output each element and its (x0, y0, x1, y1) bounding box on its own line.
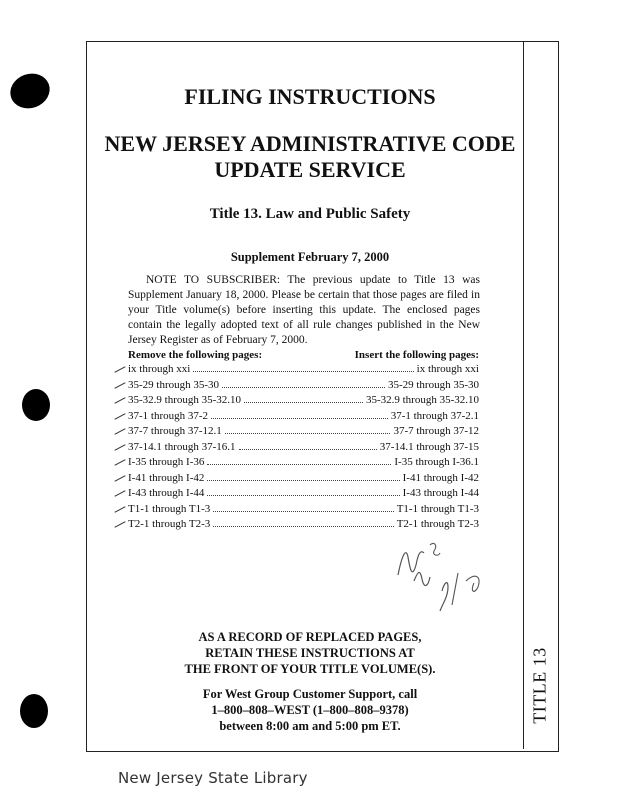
page-row (128, 472, 479, 488)
punch-hole-bottom (20, 694, 48, 728)
punch-hole-middle (22, 389, 50, 421)
title-line: Title 13. Law and Public Safety (209, 206, 411, 222)
page-row (128, 487, 479, 503)
heading: FILING INSTRUCTIONS (184, 84, 436, 109)
insert-pages: 37-1 through 37-2.1 (390, 409, 479, 422)
insert-pages: 35-29 through 35-30 (387, 378, 479, 391)
insert-pages: T1-1 through T1-3 (396, 502, 479, 515)
remove-pages: I-43 through I-44 (128, 487, 205, 499)
remove-pages: I-41 through I-42 (128, 471, 205, 484)
remove-header: Remove the following pages: (128, 349, 263, 361)
subscriber-note: NOTE TO SUBSCRIBER: The previous update to Title 13 was Supplement January 18, 2000. Please be certain that those pages are filed in your Title volume(s) before inserting this update. The enclosed pages contain the legally adopted text of all rule changes published in the New Jersey Register as of February 7, 2000. (128, 274, 480, 346)
remove-pages: 37-7 through 37-12.1 (128, 425, 222, 437)
page-row (128, 518, 479, 534)
title-tab (524, 630, 557, 740)
support-line: For West Group Customer Support, call (202, 687, 418, 701)
insert-pages: ix through xxi (416, 363, 479, 375)
title-tab-label: TITLE 13 (530, 646, 551, 724)
insert-header: Insert the following pages: (354, 349, 479, 361)
dot-leader (207, 480, 399, 481)
dot-leader (207, 464, 391, 465)
remove-pages: 37-1 through 37-2 (128, 409, 209, 422)
dot-leader (244, 402, 363, 403)
remove-pages: ix through xxi (128, 363, 191, 375)
insert-pages: I-41 through I-42 (402, 471, 479, 484)
punch-hole-top (5, 68, 54, 114)
customer-support (100, 686, 520, 734)
insert-pages: 37-14.1 through 37-15 (379, 440, 479, 453)
insert-pages: T2-1 through T2-3 (396, 518, 479, 530)
dot-leader (213, 526, 393, 527)
remove-pages: T1-1 through T1-3 (128, 502, 211, 515)
handwritten-initials (390, 535, 500, 625)
retain-line: AS A RECORD OF REPLACED PAGES, (198, 630, 422, 644)
dot-leader (211, 418, 388, 419)
remove-pages: T2-1 through T2-3 (128, 518, 211, 530)
insert-pages: 37-7 through 37-12 (393, 425, 479, 437)
dot-leader (213, 511, 393, 512)
insert-pages: I-35 through I-36.1 (394, 456, 479, 468)
retain-line: RETAIN THESE INSTRUCTIONS AT (205, 646, 415, 660)
remove-pages: I-35 through I-36 (128, 456, 205, 468)
support-hours: between 8:00 am and 5:00 pm ET. (219, 719, 401, 733)
remove-pages: 35-32.9 through 35-32.10 (128, 394, 242, 406)
code-title-line2: UPDATE SERVICE (214, 157, 406, 182)
retain-line: THE FRONT OF YOUR TITLE VOLUME(S). (184, 662, 436, 676)
remove-pages: 37-14.1 through 37-16.1 (128, 440, 236, 453)
dot-leader (222, 387, 385, 388)
page-row (128, 410, 479, 426)
page-list (128, 363, 479, 534)
page-row (128, 394, 479, 410)
page-row (128, 363, 479, 379)
insert-pages: 35-32.9 through 35-32.10 (365, 394, 479, 406)
dot-leader (193, 371, 413, 372)
page-row (128, 503, 479, 519)
retain-instructions (100, 629, 520, 677)
code-title-line1: NEW JERSEY ADMINISTRATIVE CODE (104, 131, 516, 156)
remove-pages: 35-29 through 35-30 (128, 378, 220, 391)
support-phone: 1–800–808–WEST (1–800–808–9378) (211, 703, 409, 717)
dot-leader (239, 449, 377, 450)
insert-pages: I-43 through I-44 (402, 487, 479, 499)
page-row (128, 456, 479, 472)
library-stamp: New Jersey State Library (118, 769, 308, 787)
supplement-line: Supplement February 7, 2000 (230, 250, 390, 264)
page-row (128, 441, 479, 457)
code-title (100, 131, 520, 183)
dot-leader (225, 433, 391, 434)
page-row (128, 425, 479, 441)
dot-leader (207, 495, 399, 496)
page-row (128, 379, 479, 395)
